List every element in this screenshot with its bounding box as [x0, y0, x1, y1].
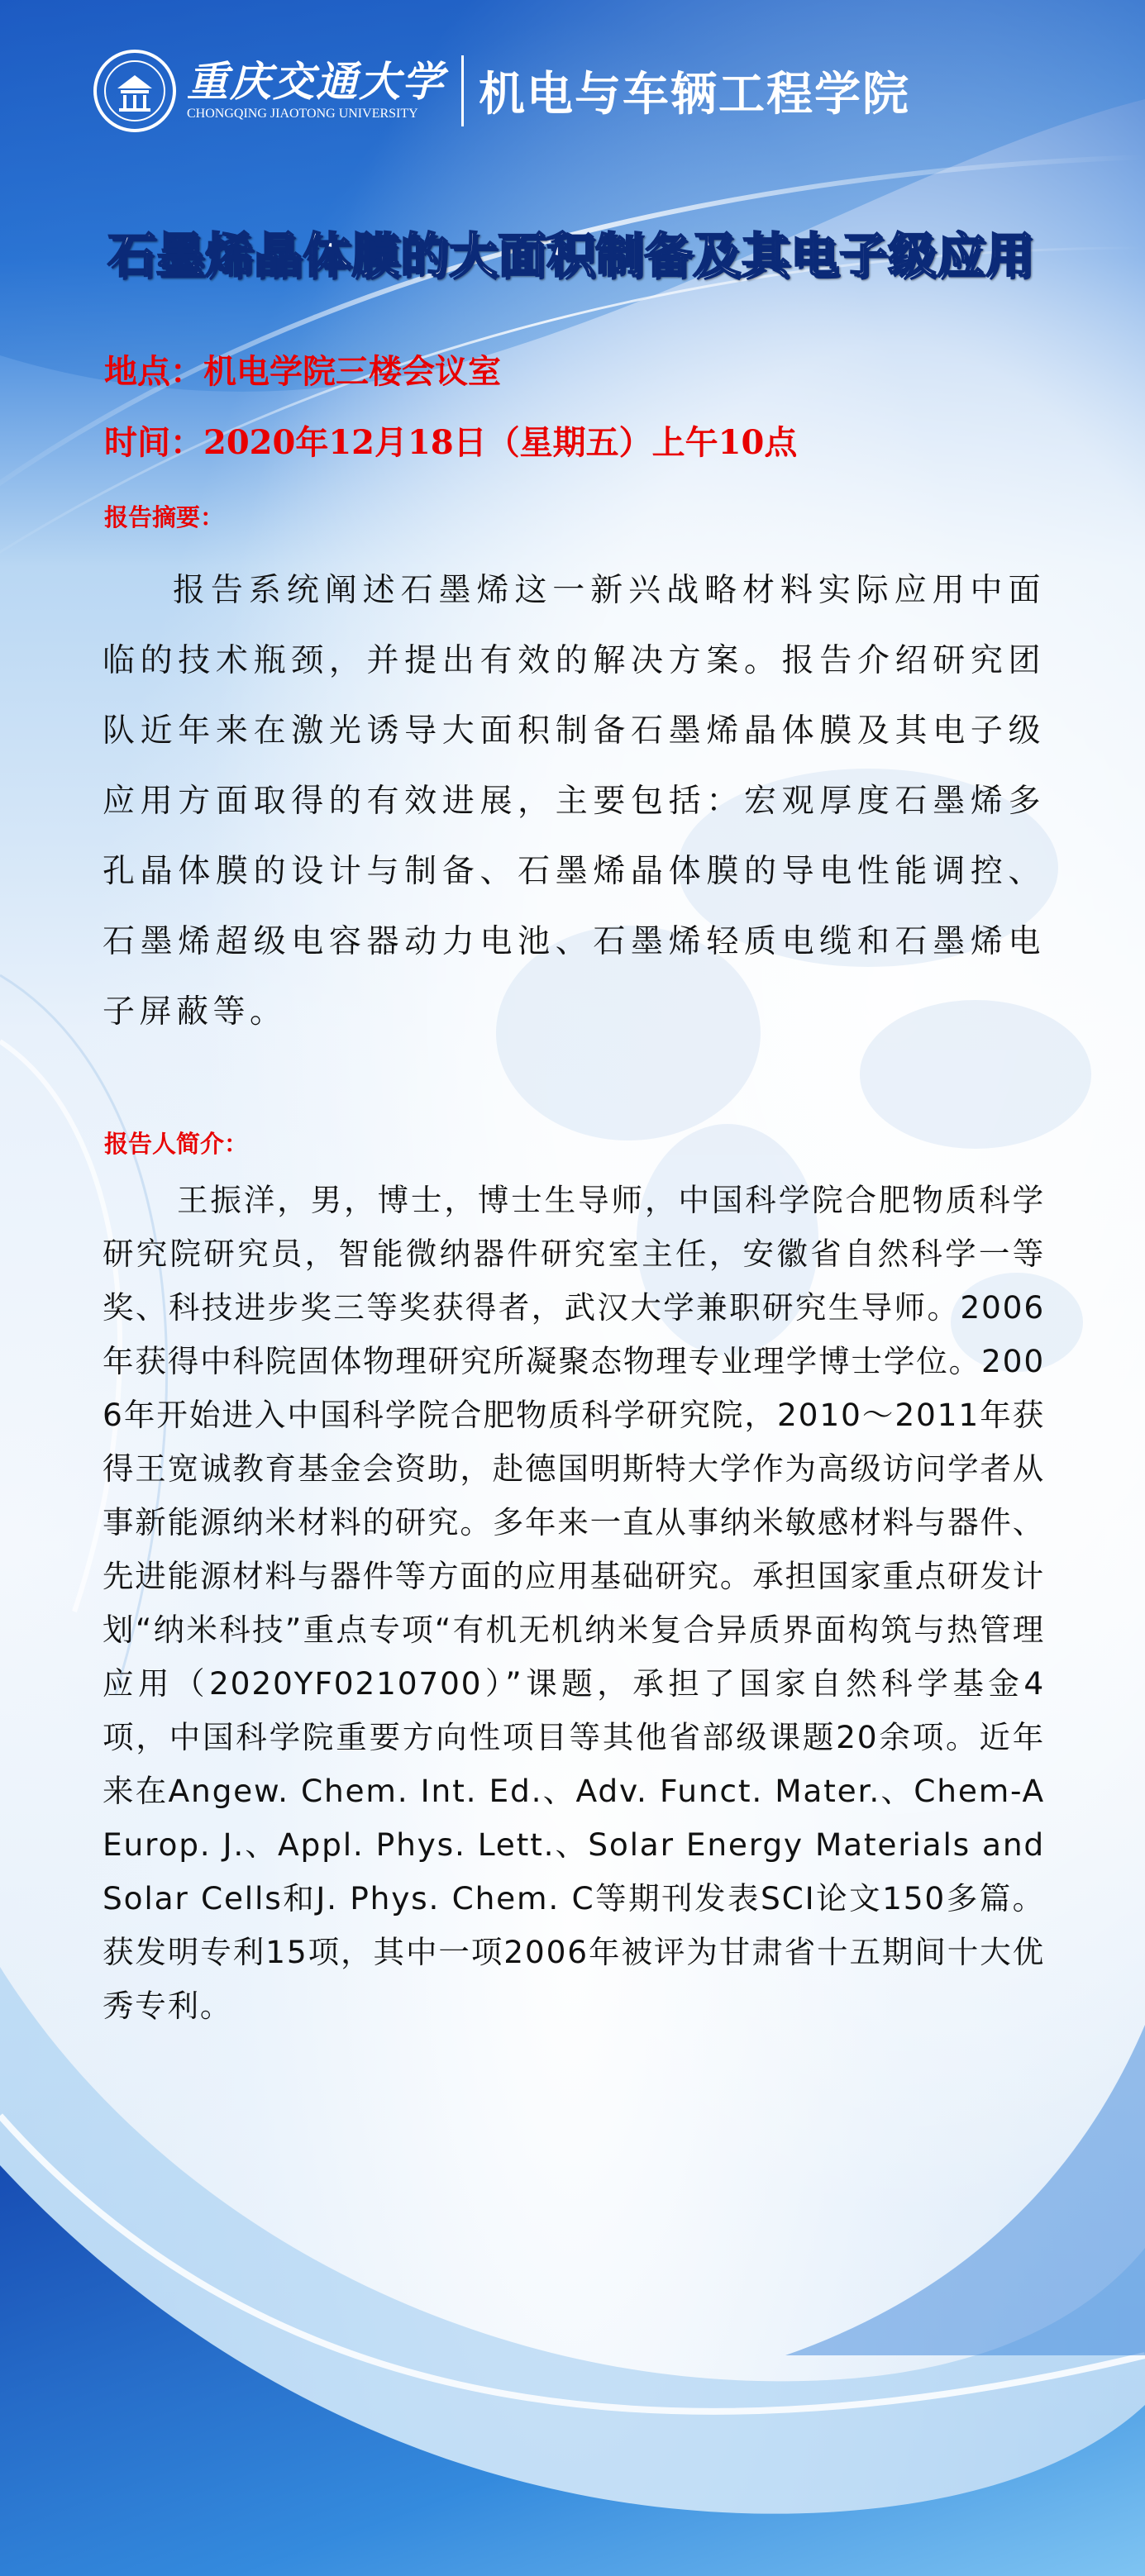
- location-line: 地点：机电学院三楼会议室: [104, 352, 501, 391]
- lecture-title: 石墨烯晶体膜的大面积制备及其电子级应用: [107, 227, 1035, 283]
- university-name-en: CHONGQING JIAOTONG UNIVERSITY: [187, 107, 418, 121]
- bottom-right-wave: [785, 2025, 1145, 2355]
- abstract-heading: 报告摘要：: [104, 503, 225, 531]
- abstract-text: 报告系统阐述石墨烯这一新兴战略材料实际应用中面临的技术瓶颈，并提出有效的解决方案。报告介绍研究团队近年来在激光诱导大面积制备石墨烯晶体膜及其电子级应用方面取得的有效进展，主要包括：宏观厚度石墨烯多孔晶体膜的设计与制备、石墨烯晶体膜的导电性能调控、石墨烯超级电容器动力电池、石墨烯轻质电缆和石墨烯电子屏蔽等。: [103, 572, 1045, 1031]
- bio-text: 王振洋，男，博士，博士生导师，中国科学院合肥物质科学研究院研究员，智能微纳器件研究室主任，安徽省自然科学一等奖、科技进步奖三等奖获得者，武汉大学兼职研究生导师。2006年获得中科院固体物理研究所凝聚态物理专业理学博士学位。2006年开始进入中国科学院合肥物质科学研究院，2010～2011年获得王宽诚教育基金会资助，赴德国明斯特大学作为高级访问学者从事新能源纳米材料的研究。多年来一直从事纳米敏感材料与器件、先进能源材料与器件等方面的应用基础研究。承担国家重点研发计划“纳米科技”重点专项“有机无机纳米复合异质界面构筑与热管理应用（2020YF0210700）”课题，承担了国家自然科学基金4项，中国科学院重要方向性项目等其他省部级课题20余项。近年来在Angew. Chem. Int. Ed.、Adv. Funct. Mater.、Chem-A Europ. J.、Appl. Phys. Lett.、Solar Energy Materials and Solar Cells和J. Phys. Chem. C等期刊发表SCI论文150多篇。获发明专利15项，其中一项2006年被评为甘肃省十五期间十大优秀专利。: [103, 1182, 1045, 2024]
- header: [93, 48, 910, 134]
- university-emblem-icon: [93, 49, 177, 133]
- university-name-cn: 重庆交通大学: [187, 57, 445, 106]
- header-divider: [461, 55, 464, 126]
- time-line: 时间：2020年12月18日（星期五）上午10点: [104, 423, 798, 462]
- college-name: 机电与车辆工程学院: [479, 68, 910, 121]
- bio-heading: 报告人简介：: [104, 1130, 249, 1158]
- university-name: [187, 59, 445, 123]
